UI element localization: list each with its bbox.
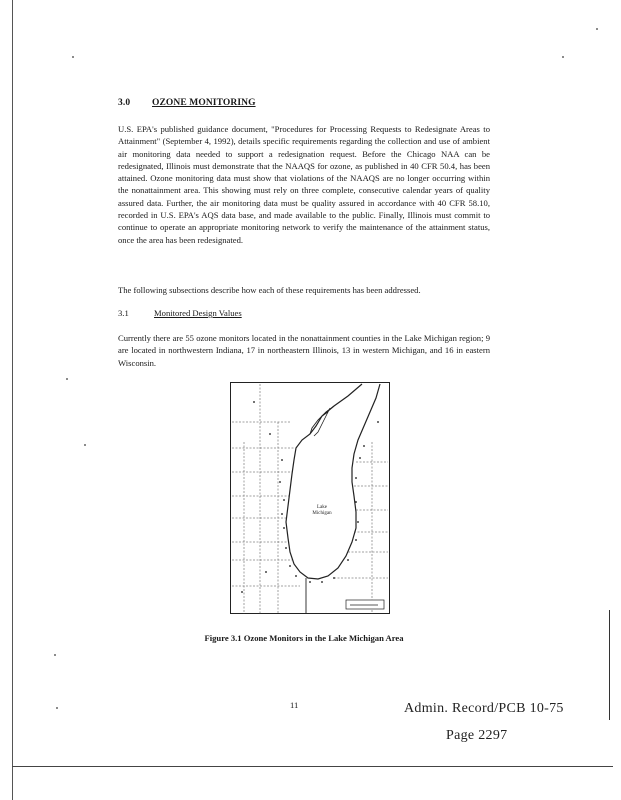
- monitors-paragraph: Currently there are 55 ozone monitors located in the nonattainment counties in the Lake Michigan region; 9 are located in northwestern Indiana, 17 in northeastern Illinois, 13 in western Michigan, and 16 in eastern Wisconsin.: [118, 333, 490, 368]
- monitor-dot: [295, 575, 297, 577]
- monitor-dot: [283, 499, 285, 501]
- monitor-dot: [289, 565, 291, 567]
- scan-speck: [596, 28, 598, 30]
- map-figure: [230, 382, 390, 614]
- monitor-dot: [359, 457, 361, 459]
- section-title: OZONE MONITORING: [152, 98, 256, 108]
- monitor-dot: [281, 459, 283, 461]
- monitor-dot: [281, 513, 283, 515]
- monitor-dot: [333, 577, 335, 579]
- section-number: 3.0: [118, 98, 131, 108]
- monitor-dot: [347, 559, 349, 561]
- scan-speck: [66, 378, 68, 380]
- scan-speck: [72, 56, 74, 58]
- page-number: 11: [290, 700, 299, 710]
- intro-paragraph: U.S. EPA's published guidance document, "Procedures for Processing Requests to Redesignate Areas to Attainment" (September 4, 1992), details specific requirements regarding the collection and use of ambient air monitoring data needed to support a redesignation request. Before the Chicago NAA can be redesignated, Illinois must demonstrate that the NAAQS for ozone, as published in 40 CFR 50.4, has been attained. Ozone monitoring data must show that violations of the NAAQS are no longer occurring within the nonattainment area. This showing must rely on three complete, consecutive calendar years of quality assured data. Further, the air monitoring data must be quality assured in accordance with 40 CFR 58.10, recorded in U.S. EPA's AQS data base, and made available to the public. Finally, Illinois must commit to continue to operate an appropriate monitoring network to verify the maintenance of the attainment status, once the area has been redesignated.: [118, 124, 490, 245]
- monitor-dot: [355, 477, 357, 479]
- monitor-dot: [355, 501, 357, 503]
- scan-speck: [562, 56, 564, 58]
- scan-speck: [54, 654, 56, 656]
- scan-speck: [84, 444, 86, 446]
- monitor-dot: [357, 521, 359, 523]
- lake-label-line2: Michigan: [312, 511, 332, 516]
- subsection-number: 3.1: [118, 308, 129, 318]
- monitor-dot: [321, 581, 323, 583]
- section-heading: [118, 98, 256, 108]
- monitor-dot: [377, 421, 379, 423]
- monitor-dot: [355, 539, 357, 541]
- monitor-dot: [285, 547, 287, 549]
- monitor-dot: [309, 581, 311, 583]
- lake-label-line1: Lake: [317, 505, 327, 510]
- scan-left-edge: [12, 0, 13, 800]
- monitor-dot: [241, 591, 243, 593]
- lake-michigan-map: [230, 382, 390, 614]
- subsection-heading: [118, 308, 242, 318]
- scan-speck: [56, 707, 58, 709]
- monitor-dot: [265, 571, 267, 573]
- monitor-dot: [269, 433, 271, 435]
- subsection-title: Monitored Design Values: [154, 308, 242, 318]
- subsections-intro-paragraph: The following subsections describe how each of these requirements has been addressed.: [118, 285, 421, 295]
- monitor-dot: [363, 445, 365, 447]
- admin-record-stamp: Admin. Record/PCB 10-75: [404, 701, 564, 716]
- monitor-dot: [283, 527, 285, 529]
- scale-box: [346, 600, 384, 609]
- figure-caption: Figure 3.1 Ozone Monitors in the Lake Michigan Area: [204, 633, 404, 643]
- monitor-dot: [253, 401, 255, 403]
- scan-right-mark: [609, 610, 610, 720]
- monitor-dot: [279, 481, 281, 483]
- page-stamp: Page 2297: [446, 728, 508, 743]
- scan-bottom-line: [12, 766, 613, 767]
